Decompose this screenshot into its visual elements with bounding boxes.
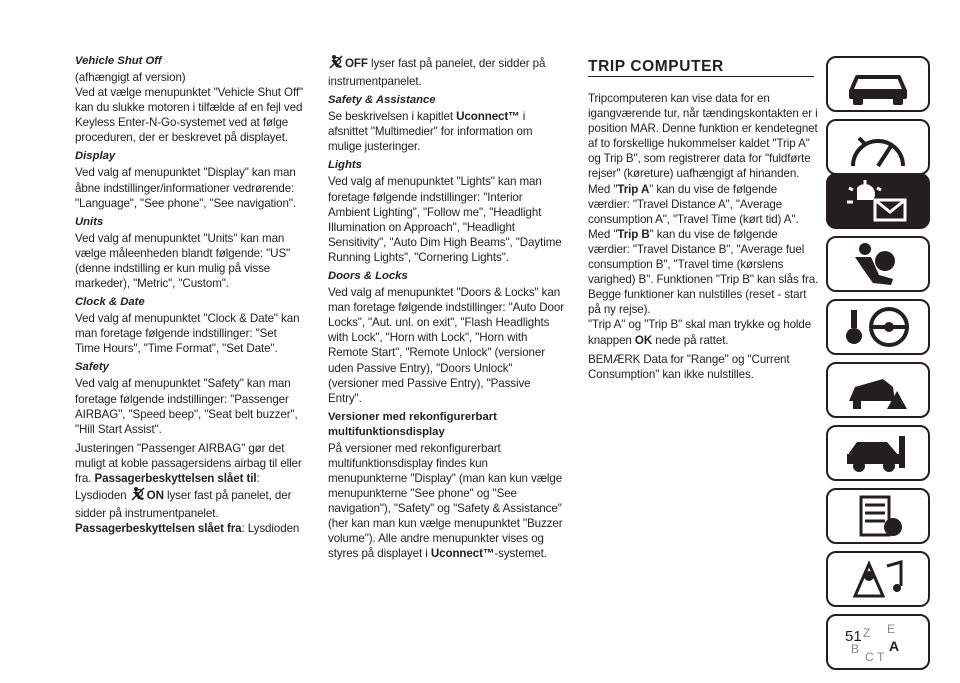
section-title: TRIP COMPUTER — [588, 58, 724, 75]
paragraph: Tripcomputeren kan vise data for en igangværende tur, når tændingskontakten er i position MAR. Denne funktion er kendetegnet af to forskellige hukommelser kaldet "Trip A" og Trip B", som registrerer data for "fuldførte rejser" (køreture) uafhængigt af hinanden. — [588, 92, 818, 181]
car-warning-triangle-icon — [843, 367, 913, 413]
paragraph — [588, 317, 820, 347]
off-label: OFF — [345, 57, 368, 70]
svg-text:Z: Z — [863, 626, 871, 640]
paragraph: Ved valg af menupunktet "Display" kan man åbne indstillinger/informationer vedrørende: "Language", "See phone", "See navigation". — [75, 166, 296, 210]
page-number: 51 — [845, 628, 862, 645]
column-1 — [75, 54, 303, 540]
heading-safety: Safety — [75, 361, 109, 374]
tab-servicing-maintenance[interactable] — [826, 425, 930, 481]
paragraph — [328, 441, 564, 562]
tab-vehicle-overview[interactable] — [826, 56, 930, 112]
tab-controls[interactable] — [826, 119, 930, 175]
heading-display: Display — [75, 150, 116, 163]
paragraph — [328, 54, 564, 89]
heading-doors-locks: Doors & Locks — [328, 270, 408, 283]
text: "Trip A" og "Trip B" skal man trykke og holde knappen — [588, 318, 812, 347]
paragraph — [588, 227, 820, 287]
tab-safety[interactable] — [826, 236, 930, 292]
heading-versions: Versioner med rekonfigurerbart multifunktionsdisplay — [328, 410, 497, 438]
text: : — [256, 471, 260, 485]
paragraph: Ved valg af menupunktet "Units" kan man vælge måleenheden blandt følgende: "US" (denne indstilling er kun mulig på visse markeder), "Metric", "Custom". — [75, 231, 291, 291]
bold-text: Passagerbeskyttelsen slået fra — [75, 522, 242, 536]
text: lyser fast på panelet, der sidder på instrumentpanelet. — [75, 489, 292, 521]
text: nede på rattet. — [652, 333, 729, 347]
paragraph: Ved at vælge menupunktet "Vehicle Shut Off" kan du slukke motoren i tilfælde af en fejl ved Keyless Enter-N-Go-systemet ved at følge proceduren, der er beskrevet på displayet. — [75, 86, 304, 145]
tab-multimedia[interactable] — [826, 551, 930, 607]
heading-units: Units — [75, 215, 104, 228]
on-label: ON — [146, 489, 164, 503]
heading-vehicle-shut-off: Vehicle Shut Off — [75, 55, 162, 67]
paragraph: Ved valg af menupunktet "Doors & Locks" kan man foretage følgende indstillinger: "Auto Door Locks", "Aut. unl. on exit", "Flash Headlights with Lock", "Horn with Lock", "Horn with Remote Start", "Remote Unlock" (versioner uden Passive Entry), "Doors Unlock" (versioner med Passive Entry), "Passive Entry". — [328, 286, 564, 405]
paragraph: Ved valg af menupunktet "Lights" kan man foretage følgende indstillinger: "Interior Ambient Lighting", "Follow me", "Headlight Illumination on Approach", "Headlight Sensitivity", "Auto Dim High Beams", "Daytime Running Lights", "Cornering Lights". — [328, 175, 562, 264]
title-underline — [588, 76, 814, 77]
tab-index[interactable] — [826, 614, 930, 670]
svg-text:E: E — [887, 622, 896, 636]
svg-text:B: B — [851, 642, 860, 656]
svg-text:C: C — [865, 650, 874, 664]
dashboard-icon — [843, 124, 913, 170]
text: På versioner med rekonfigurerbart multifunktionsdisplay findes kun menupunkterne "Display" (man kan kun vælge menupunkterne "See phone" og "See navigation"), "Safety" og "Safety & Assistance" (her kan man kun vælge menupunktet "Buzzer volume"). Alle andre menupunkter vises og styres på displayet i — [328, 441, 563, 561]
paragraph — [328, 109, 564, 154]
text: : Lysdioden — [241, 522, 300, 536]
heading-clock-date: Clock & Date — [75, 296, 145, 309]
steering-wheel-icon — [843, 304, 913, 350]
text: Lysdioden — [75, 489, 130, 503]
text: Med " — [588, 227, 618, 241]
bold-text: Passagerbeskyttelsen slået til — [94, 471, 257, 485]
car-service-icon — [843, 430, 913, 476]
text: " kan du vise de følgende værdier: "Travel Distance A", "Average consumption A", "Travel Time (kørt tid) A". — [588, 182, 799, 226]
bold-text: Uconnect™ — [430, 547, 495, 561]
heading-lights: Lights — [328, 159, 362, 172]
text: -systemet. — [494, 547, 547, 561]
paragraph — [75, 521, 303, 536]
paragraph — [75, 486, 303, 521]
multimedia-icon — [843, 556, 913, 602]
svg-text:A: A — [889, 638, 900, 654]
column-2 — [328, 54, 564, 566]
text: Justeringen "Passenger AIRBAG" gør det muligt at koble passagersidens airbag til eller fra. — [75, 441, 302, 485]
warning-light-message-icon — [843, 178, 913, 224]
paragraph: Ved valg af menupunktet "Clock & Date" kan man foretage følgende indstillinger: "Set Time Hours", "Time Format", "Set Date". — [75, 312, 300, 356]
paragraph — [588, 182, 820, 227]
heading-safety-assistance: Safety & Assistance — [328, 94, 436, 107]
tab-emergency[interactable] — [826, 362, 930, 418]
text: Se beskrivelsen i kapitlet — [328, 110, 457, 124]
airbag-off-indicator-icon — [130, 486, 146, 506]
svg-text:T: T — [877, 650, 885, 664]
paragraph: Ved valg af menupunktet "Safety" kan man foretage følgende indstillinger: "Passenger AIRBAG", "Speed beep", "Seat belt buzzer", "Hill Start Assist". — [75, 377, 298, 436]
paragraph: Begge funktioner kan nulstilles (reset - start på ny rejse). — [588, 288, 807, 317]
airbag-off-indicator-icon — [328, 54, 344, 74]
paragraph: BEMÆRK Data for "Range" og "Current Consumption" kan ikke nulstilles. — [588, 352, 790, 381]
text: " kan du vise de følgende værdier: "Travel Distance B", "Average fuel consumption B", "Travel time (kørslens varighed) B". Funktionen "Trip B" kan slås fra. — [588, 227, 819, 287]
tab-technical-data[interactable] — [826, 488, 930, 544]
paragraph — [75, 441, 303, 486]
bold-text: OK — [634, 333, 653, 347]
document-list-icon — [843, 493, 913, 539]
bold-text: Trip A — [617, 182, 650, 196]
tab-starting-driving[interactable] — [826, 299, 930, 355]
tab-warning-lights-messages[interactable] — [826, 173, 930, 229]
column-3 — [588, 54, 820, 386]
bold-text: Trip B — [617, 227, 650, 241]
bold-text: Uconnect™ — [456, 110, 520, 124]
car-icon — [843, 61, 913, 107]
paragraph: (afhængigt af version) — [75, 71, 186, 84]
text: i afsnittet "Multimedier" for information om mulige justeringer. — [328, 110, 533, 154]
text: lyser fast på panelet, der sidder på instrumentpanelet. — [328, 57, 546, 89]
text: Med " — [588, 182, 618, 196]
airbag-icon — [843, 241, 913, 287]
